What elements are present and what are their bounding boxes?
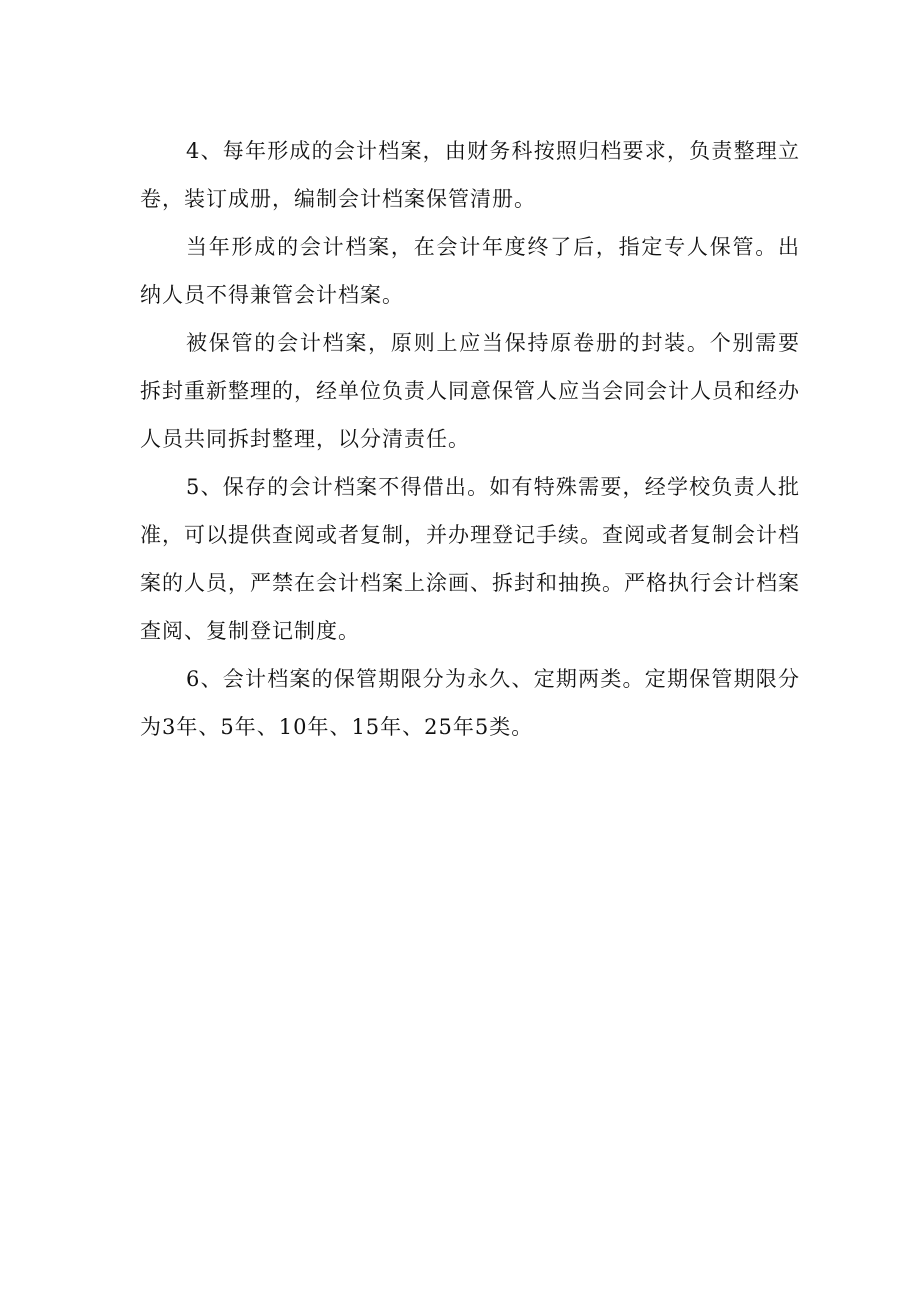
paragraph-archive-filing: 4、每年形成的会计档案，由财务科按照归档要求，负责整理立卷，装订成册，编制会计档案保管清册。 [140, 139, 800, 211]
document-body [140, 127, 800, 751]
paragraph-retention-period: 6、会计档案的保管期限分为永久、定期两类。定期保管期限分为3年、5年、10年、15年、25年5类。 [140, 667, 800, 739]
paragraph-sealing: 被保管的会计档案，原则上应当保持原卷册的封装。个别需要拆封重新整理的，经单位负责人同意保管人应当会同会计人员和经办人员共同拆封整理，以分清责任。 [140, 331, 800, 451]
paragraph-lending-rules: 5、保存的会计档案不得借出。如有特殊需要，经学校负责人批准，可以提供查阅或者复制，并办理登记手续。查阅或者复制会计档案的人员，严禁在会计档案上涂画、拆封和抽换。严格执行会计档案查阅、复制登记制度。 [140, 475, 800, 643]
paragraph-annual-custody: 当年形成的会计档案，在会计年度终了后，指定专人保管。出纳人员不得兼管会计档案。 [140, 235, 800, 307]
